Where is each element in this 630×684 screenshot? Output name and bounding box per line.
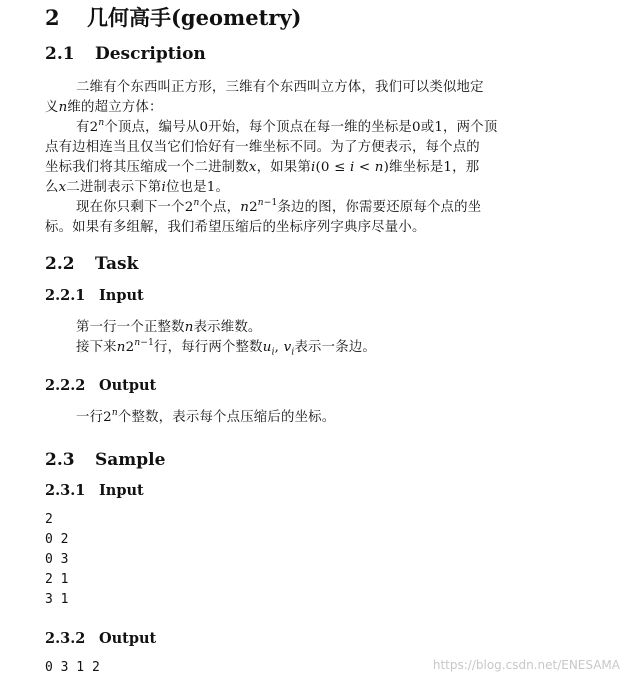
subsection-title: Task xyxy=(95,254,139,274)
subsection-number: 2.2 xyxy=(45,254,75,274)
desc-line-4: 坐标我们将其压缩成一个二进制数x，如果第i(0 ≤ i < n)维坐标是1，那 xyxy=(45,160,480,175)
subsection-title: Sample xyxy=(95,450,166,470)
desc-line-0: 二维有个东西叫正方形，三维有个东西叫立方体，我们可以类似地定 xyxy=(76,80,484,95)
section-title: 几何高手(geometry) xyxy=(87,5,302,30)
desc-line-3: 点有边相连当且仅当它们恰好有一维坐标不同。为了方便表示，每个点的 xyxy=(45,140,480,155)
subsection-heading-sample xyxy=(45,450,165,470)
subsection-number: 2.3 xyxy=(45,450,75,470)
subsubsection-title: Input xyxy=(99,482,144,499)
watermark: https://blog.csdn.net/ENESAMA xyxy=(432,658,620,672)
subsubsection-number: 2.2.2 xyxy=(45,377,86,394)
sample-input-line: 2 xyxy=(45,512,53,527)
subsubsection-heading-sample-input xyxy=(45,482,144,499)
sample-input-line: 0 3 xyxy=(45,552,69,567)
sample-input-line: 0 2 xyxy=(45,532,69,547)
sample-input-line: 3 1 xyxy=(45,592,69,607)
subsubsection-number: 2.3.2 xyxy=(45,630,86,647)
section-heading xyxy=(45,2,301,32)
subsubsection-heading-sample-output xyxy=(45,630,156,647)
desc-line-1: 义n维的超立方体： xyxy=(45,100,163,115)
task-input-line-0: 第一行一个正整数n表示维数。 xyxy=(76,320,262,335)
sample-input-line: 2 1 xyxy=(45,572,69,587)
sample-output-line: 0 3 1 2 xyxy=(45,660,100,675)
subsection-title: Description xyxy=(95,44,206,64)
subsubsection-number: 2.3.1 xyxy=(45,482,86,499)
subsubsection-number: 2.2.1 xyxy=(45,287,86,304)
section-number: 2 xyxy=(45,5,60,30)
subsection-heading-description xyxy=(45,44,206,64)
subsubsection-title: Output xyxy=(99,377,157,394)
subsection-heading-task xyxy=(45,254,138,274)
desc-line-6: 现在你只剩下一个2$^n$个点，$n2^{n-1}$条边的图，你需要还原每个点的坐 xyxy=(76,197,482,215)
desc-line-2: 有2$^n$个顶点，编号从0开始，每个顶点在每一维的坐标是0或1，两个顶 xyxy=(76,117,498,135)
subsubsection-heading-task-input xyxy=(45,287,144,304)
task-output-line-0: 一行2$^n$个整数，表示每个点压缩后的坐标。 xyxy=(76,407,336,425)
subsubsection-title: Output xyxy=(99,630,157,647)
desc-line-7: 标。如果有多组解，我们希望压缩后的坐标序列字典序尽量小。 xyxy=(45,220,426,235)
task-input-line-1: 接下来$n2^{n-1}$行，每行两个整数$u_i$, $v_i$表示一条边。 xyxy=(76,337,376,358)
subsection-number: 2.1 xyxy=(45,44,75,64)
subsubsection-title: Input xyxy=(99,287,144,304)
desc-line-5: 么x二进制表示下第i位也是1。 xyxy=(45,180,230,195)
subsubsection-heading-task-output xyxy=(45,377,156,394)
